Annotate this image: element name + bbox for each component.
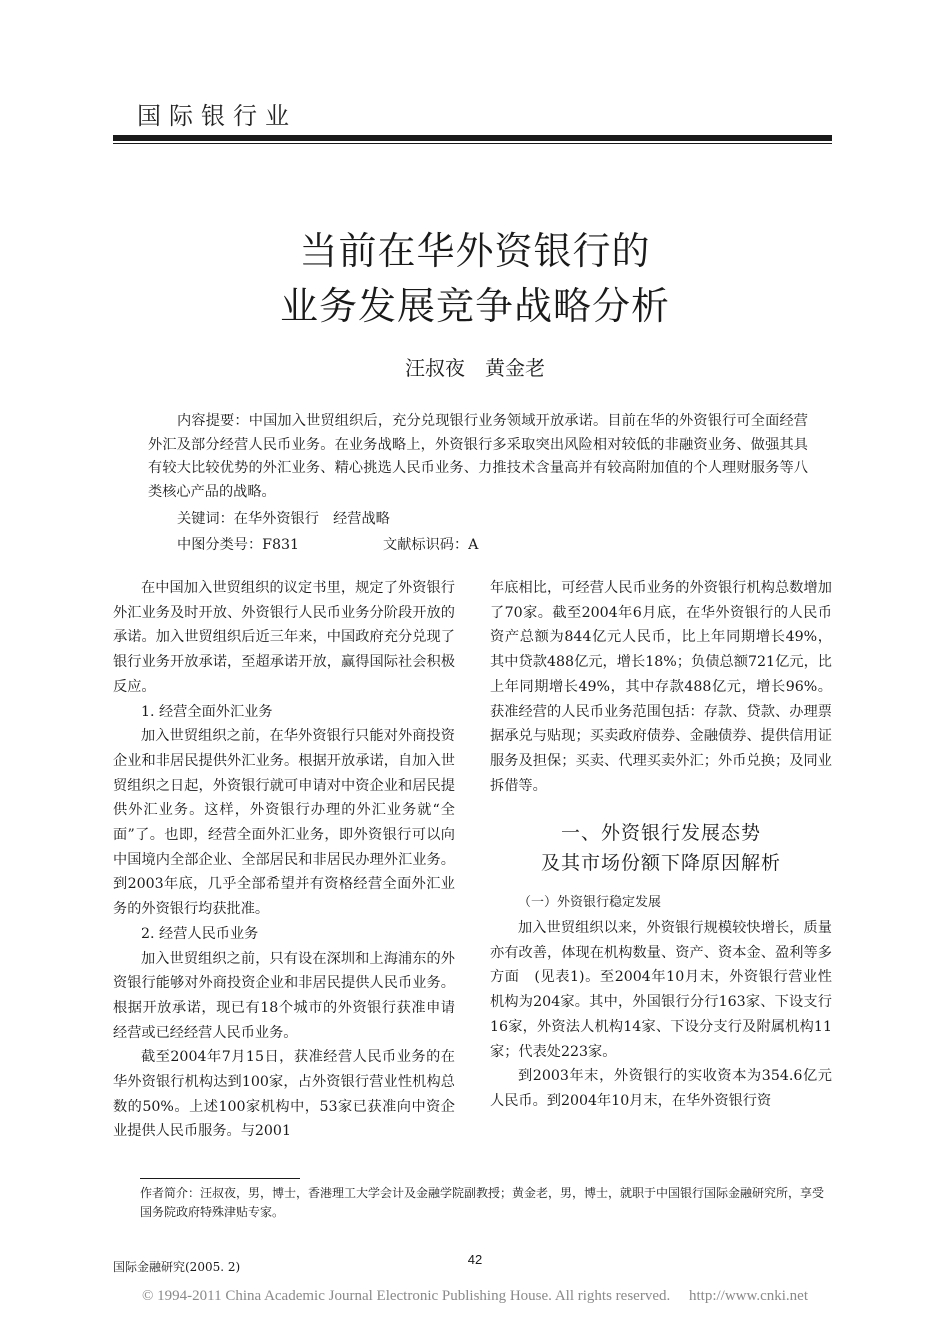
- article-title-line-1: 当前在华外资银行的: [299, 229, 651, 273]
- article-title-line-2: 业务发展竞争战略分析: [279, 284, 670, 328]
- paragraph: 加入世贸组织之前，在华外资银行只能对外商投资企业和非居民提供外汇业务。根据开放承诺，自加入世贸组织之日起，外资银行就可申请对中资企业和居民提供外汇业务。这样，外资银行办理的外汇业务就“全面”了。也即，经营全面外汇业务，即外资银行可以向中国境内全部企业、全部居民和非居民办理外汇业务。到2003年底，几乎全部希望并有资格经营全面外汇业务的外资银行均获批准。: [113, 728, 455, 918]
- header-rule-thick: [113, 135, 832, 141]
- abstract: [148, 410, 808, 504]
- subheading: 1. 经营全面外汇业务: [141, 703, 273, 720]
- header-rule-thin: [113, 143, 832, 144]
- section-title: [490, 818, 832, 878]
- body-column-left: [113, 576, 455, 1144]
- authors: 汪叔夜 黄金老: [405, 356, 545, 380]
- section-title-line-1: 一、外资银行发展态势: [560, 822, 761, 845]
- paragraph: 加入世贸组织之前，只有设在深圳和上海浦东的外资银行能够对外商投资企业和非居民提供人民币业务。根据开放承诺，现已有18个城市的外资银行获准申请经营或已经经营人民币业务。: [113, 950, 455, 1041]
- subsection-heading: （一）外资银行稳定发展: [518, 895, 662, 911]
- author-footnote: 作者简介：汪叔夜，男，博士，香港理工大学会计及金融学院副教授；黄金老，男，博士，就职于中国银行国际金融研究所，享受国务院政府特殊津贴专家。: [140, 1186, 825, 1219]
- copyright-line: © 1994-2011 China Academic Journal Electronic Publishing House. All rights reserved. http://www.cnki.net: [141, 1288, 808, 1304]
- paragraph: 截至2004年7月15日，获准经营人民币业务的在华外资银行机构达到100家，占外资银行营业性机构总数的50%。上述100家机构中，53家已获准向中资企业提供人民币服务。与2001: [113, 1049, 455, 1140]
- abstract-text: 内容提要：中国加入世贸组织后，充分兑现银行业务领域开放承诺。目前在华的外资银行可全面经营外汇及部分经营人民币业务。在业务战略上，外资银行多采取突出风险相对较低的非融资业务、做强其具有较大比较优势的外汇业务、精心挑选人民币业务、力推技术含量高并有较高附加值的个人理财服务等八类核心产品的战略。: [148, 413, 808, 500]
- paragraph: 年底相比，可经营人民币业务的外资银行机构总数增加了70家。截至2004年6月底，在华外资银行的人民币资产总额为844亿元人民币，比上年同期增长49%，其中贷款488亿元，增长18%；负债总额721亿元，比上年同期增长49%，其中存款488亿元，增长96%。获准经营的人民币业务范围包括：存款、贷款、办理票据承兑与贴现；买卖政府债券、金融债券、提供信用证服务及担保；买卖、代理买卖外汇；外币兑换；及同业拆借等。: [490, 580, 832, 794]
- paragraph: 在中国加入世贸组织的议定书里，规定了外资银行外汇业务及时开放、外资银行人民币业务分阶段开放的承诺。加入世贸组织后近三年来，中国政府充分兑现了银行业务开放承诺，至超承诺开放，赢得国际社会积极反应。: [113, 580, 455, 695]
- clc-number: 中图分类号：F831: [177, 537, 300, 553]
- paragraph: 到2003年末，外资银行的实收资本为354.6亿元人民币。到2004年10月末，在华外资银行资: [490, 1068, 832, 1109]
- footnote-rule: [140, 1178, 300, 1179]
- section-header: 国际银行业: [137, 104, 297, 130]
- body-column-right: [490, 576, 832, 1114]
- journal-name: 国际金融研究(2005. 2): [113, 1260, 241, 1274]
- document-code: 文献标识码：A: [383, 537, 479, 553]
- paragraph: 加入世贸组织以来，外资银行规模较快增长，质量亦有改善，体现在机构数量、资产、资本金、盈利等多方面 (见表1)。至2004年10月末，外资银行营业性机构为204家。其中，外国银行分行163家、下设支行16家，外资法人机构14家、下设分支行及附属机构11家；代表处223家。: [490, 920, 832, 1060]
- subheading: 2. 经营人民币业务: [141, 925, 259, 942]
- section-title-line-2: 及其市场份额下降原因解析: [540, 852, 781, 875]
- page-number: 42: [467, 1252, 483, 1267]
- classification-line: [177, 534, 479, 554]
- keywords: 关键词：在华外资银行 经营战略: [177, 511, 390, 527]
